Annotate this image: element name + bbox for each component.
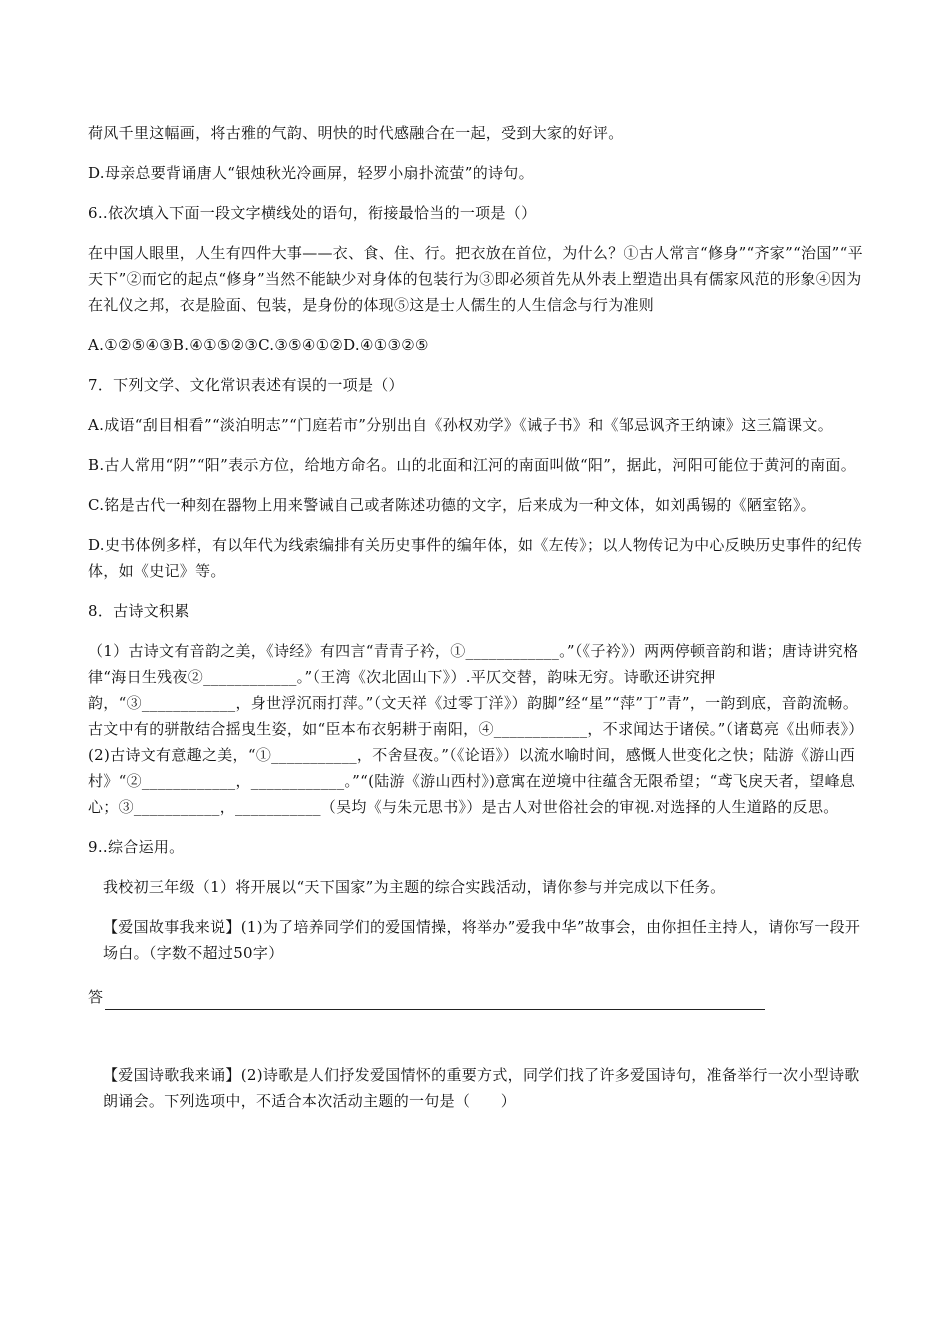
- answer-blank-line[interactable]: [105, 991, 765, 1010]
- answer-row: [88, 984, 868, 1010]
- question-6-passage: 在中国人眼里，人生有四件大事——衣、食、住、行。把衣放在首位，为什么？①古人常言“修身”“齐家”“治国”“平天下”②而它的起点“修身”当然不能缺少对身体的包装行为③即必须首先从外表上塑造出具有儒家风范的形象④因为在礼仪之邦，衣是脸面、包装，是身份的体现⑤这是士人儒生的人生信念与行为准则: [88, 244, 863, 314]
- question-9-task-2: 【爱国诗歌我来诵】(2)诗歌是人们抒发爱国情怀的重要方式，同学们找了许多爱国诗句，准备举行一次小型诗歌朗诵会。下列选项中，不适合本次活动主题的一句是（ ）: [103, 1066, 860, 1110]
- question-7-title: 7．下列文学、文化常识表述有误的一项是（）: [88, 376, 404, 394]
- question-6-title: 6..依次填入下面一段文字横线处的语句，衔接最恰当的一项是（）: [88, 204, 537, 222]
- option-d-text: D.母亲总要背诵唐人“银烛秋光冷画屏，轻罗小扇扑流萤”的诗句。: [88, 164, 534, 182]
- paragraph-text: 荷风千里这幅画，将古雅的气韵、明快的时代感融合在一起，受到大家的好评。: [88, 124, 624, 142]
- question-8-title: 8．古诗文积累: [88, 602, 190, 620]
- document-page: [88, 120, 868, 1114]
- answer-label: 答: [88, 988, 104, 1006]
- question-6-options: A.①②⑤④③B.④①⑤②③C.③⑤④①②D.④①③②⑤: [88, 336, 429, 354]
- question-9-intro: 我校初三年级（1）将开展以“天下国家”为主题的综合实践活动，请你参与并完成以下任务。: [103, 878, 726, 896]
- question-7-option-d: D.史书体例多样，有以年代为线索编排有关历史事件的编年体，如《左传》；以人物传记为中心反映历史事件的纪传体，如《史记》等。: [88, 536, 863, 580]
- question-7-option-a: A.成语“刮目相看”“淡泊明志”“门庭若市”分别出自《孙权劝学》《诫子书》和《邹忌讽齐王纳谏》这三篇课文。: [88, 416, 834, 434]
- question-7-option-c: C.铭是古代一种刻在器物上用来警诫自己或者陈述功德的文字，后来成为一种文体，如刘禹锡的《陋室铭》。: [88, 496, 816, 514]
- question-9-task-1: 【爱国故事我来说】(1)为了培养同学们的爱国情操，将举办”爱我中华”故事会，由你担任主持人，请你写一段开场白。（字数不超过50字）: [103, 918, 861, 962]
- question-7-option-b: B.古人常用“阴”“阳”表示方位，给地方命名。山的北面和江河的南面叫做“阳”，据此，河阳可能位于黄河的南面。: [88, 456, 857, 474]
- question-9-title: 9..综合运用。: [88, 838, 185, 856]
- question-8-passage: （1）古诗文有音韵之美，《诗经》有四言“青青子衿，①____________。”（《子衿》）两两停顿音韵和谐；唐诗讲究格律“海日生残夜②____________。”（王湾《次北固山下》）.平仄交替，韵味无穷。诗歌还讲究押韵，“③____________，身世浮沉雨打萍。”（文天祥《过零丁洋》）韵脚”经“星”“萍”丁”青”，一韵到底，音韵流畅。古文中有的骈散结合摇曳生姿，如“臣本布衣躬耕于南阳，④____________，不求闻达于诸侯。”（诸葛亮《出师表》）(2)古诗文有意趣之美，“①___________，不舍昼夜。”（《论语》）以流水喻时间，感慨人世变化之快；陆游《游山西村》“②____________，____________。”“(陆游《游山西村》)意寓在逆境中往蕴含无限希望；“鸢飞戾天者，望峰息心；③___________，___________（吴均《与朱元思书》）是古人对世俗社会的审视.对选择的人生道路的反思。: [88, 642, 864, 816]
